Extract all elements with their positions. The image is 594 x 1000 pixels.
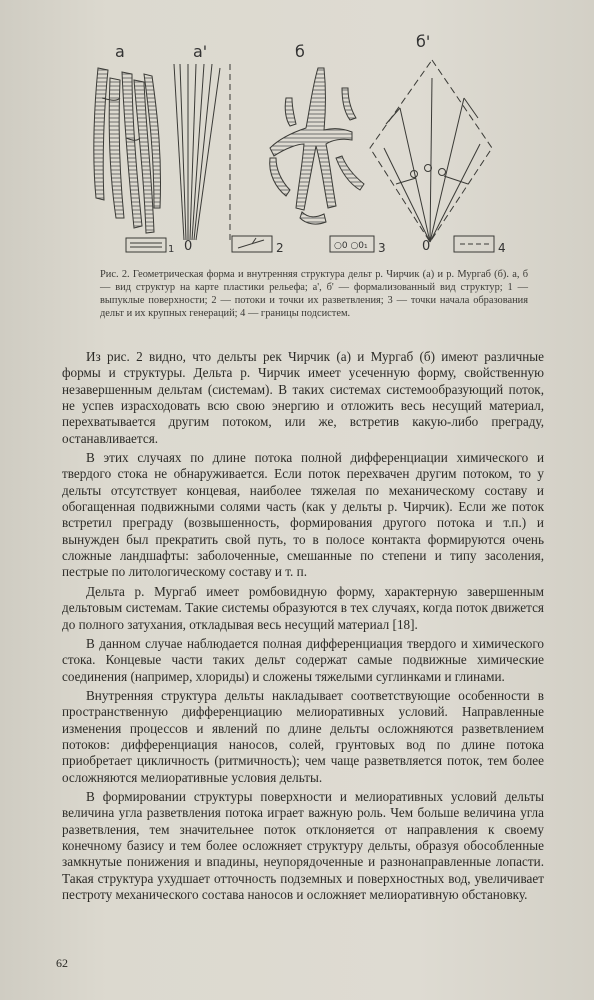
figure-label-a-prime: а' xyxy=(193,42,208,61)
figure-legend xyxy=(126,236,494,252)
paragraph: Дельта р. Мургаб имеет ромбовидную форму, характерную завершенным дельтовым системам. Такие системы образуются в тех случаях, когда поток движется до полного затухания, откладывая весь несущий материал [18]. xyxy=(62,583,544,632)
murgab-origin-mark: 0 xyxy=(422,239,431,254)
delta-structure-drawing xyxy=(80,28,520,264)
page-number: 62 xyxy=(56,956,68,970)
figure-label-a: а xyxy=(115,42,125,61)
paragraph: Из рис. 2 видно, что дельты рек Чирчик (а) и Мургаб (б) имеют различные формы и структуры. Дельта р. Чирчик имеет усеченную форму, свойственную незавершенным дельтам (системам). В таких системах системообразующий поток, не успев израсходовать всю свою энергию и отложить весь несущий материал, перехватывается другим потоком, или же, встретив какую-либо преграду, останавливается. xyxy=(62,349,544,446)
legend-number-2: 2 xyxy=(276,241,284,255)
figure-label-b: б xyxy=(295,42,305,61)
legend-number-1: 1 xyxy=(168,244,175,255)
chirchik-relief-map xyxy=(94,68,161,233)
main-text xyxy=(62,349,544,906)
figure-label-b-prime: б' xyxy=(416,32,431,51)
legend-number-4: 4 xyxy=(498,241,506,255)
paragraph: Внутренняя структура дельты накладывает соответствующие особенности в пространственную дифференциацию мелиоративных условий. Направленные изменения процессов и явлений по длине дельты осложняются разветвлением потоков: дифференциация наносов, солей, грунтовых вод по длине потока приобретает цикличность (ритмичность); чем чаще разветвляется поток, тем более осложняются мелиоративные условия дельты. xyxy=(62,687,544,785)
murgab-formal-scheme xyxy=(370,60,492,242)
paragraph: В данном случае наблюдается полная дифференциация твердого и химического стока. Концевые части таких дельт содержат самые подвижные химические соединения (например, хлориды) и сложены тяжелыми суглинками и глинами. xyxy=(62,635,544,684)
chirchik-origin-mark: 0 xyxy=(184,239,193,254)
paragraph: В этих случаях по длине потока полной дифференциации химического и твердого стока не обнаруживается. Если поток перехвачен другим потоком, то у дельты отсутствует концевая, наиболее тяжелая по механическому составу и обогащенная подвижными солями часть (как у дельты р. Чирчик). Если же поток встретил преграду (возвышенность, формирования другого потока и т.п.) и вынужден был прекратить свой путь, то в полосе контакта формируются очень сложные ландшафты: заболоченные, смешанные по степени и типу засоления, пестрые по литологическому составу и т. п. xyxy=(62,450,544,580)
figure-2 xyxy=(80,28,520,264)
chirchik-formal-scheme xyxy=(174,64,230,240)
legend-origin-points-label: ○0 ○0₁ xyxy=(334,241,368,251)
legend-number-3: 3 xyxy=(378,241,386,255)
figure-caption: Рис. 2. Геометрическая форма и внутренняя структура дельт р. Чирчик (а) и р. Мургаб (б). а, б — вид структур на карте пластики рельефа; а', б' — формализованный вид структур; 1 — выпуклые поверхности; 2 — потоки и точки их разветвления; 3 — точки начала образования дельт и их крупных генераций; 4 — границы подсистем. xyxy=(100,269,528,320)
paragraph: В формировании структуры поверхности и мелиоративных условий дельты величина угла разветвления потока играет важную роль. Чем больше величина угла разветвления, тем значительнее поток отклоняется от направления к своему конечному базису и тем более осложняет структуру дельты, образуя обособленные замкнутые понижения и впадины, неупорядоченные и разнонаправленные лопасти. Такая структура ухудшает отточность подземных и поверхностных вод, увеличивает пестроту механического состава наносов и осложняет мелиоративную обстановку. xyxy=(62,788,544,902)
legend-convex-surface-swatch xyxy=(126,238,166,252)
murgab-relief-map xyxy=(270,68,364,224)
